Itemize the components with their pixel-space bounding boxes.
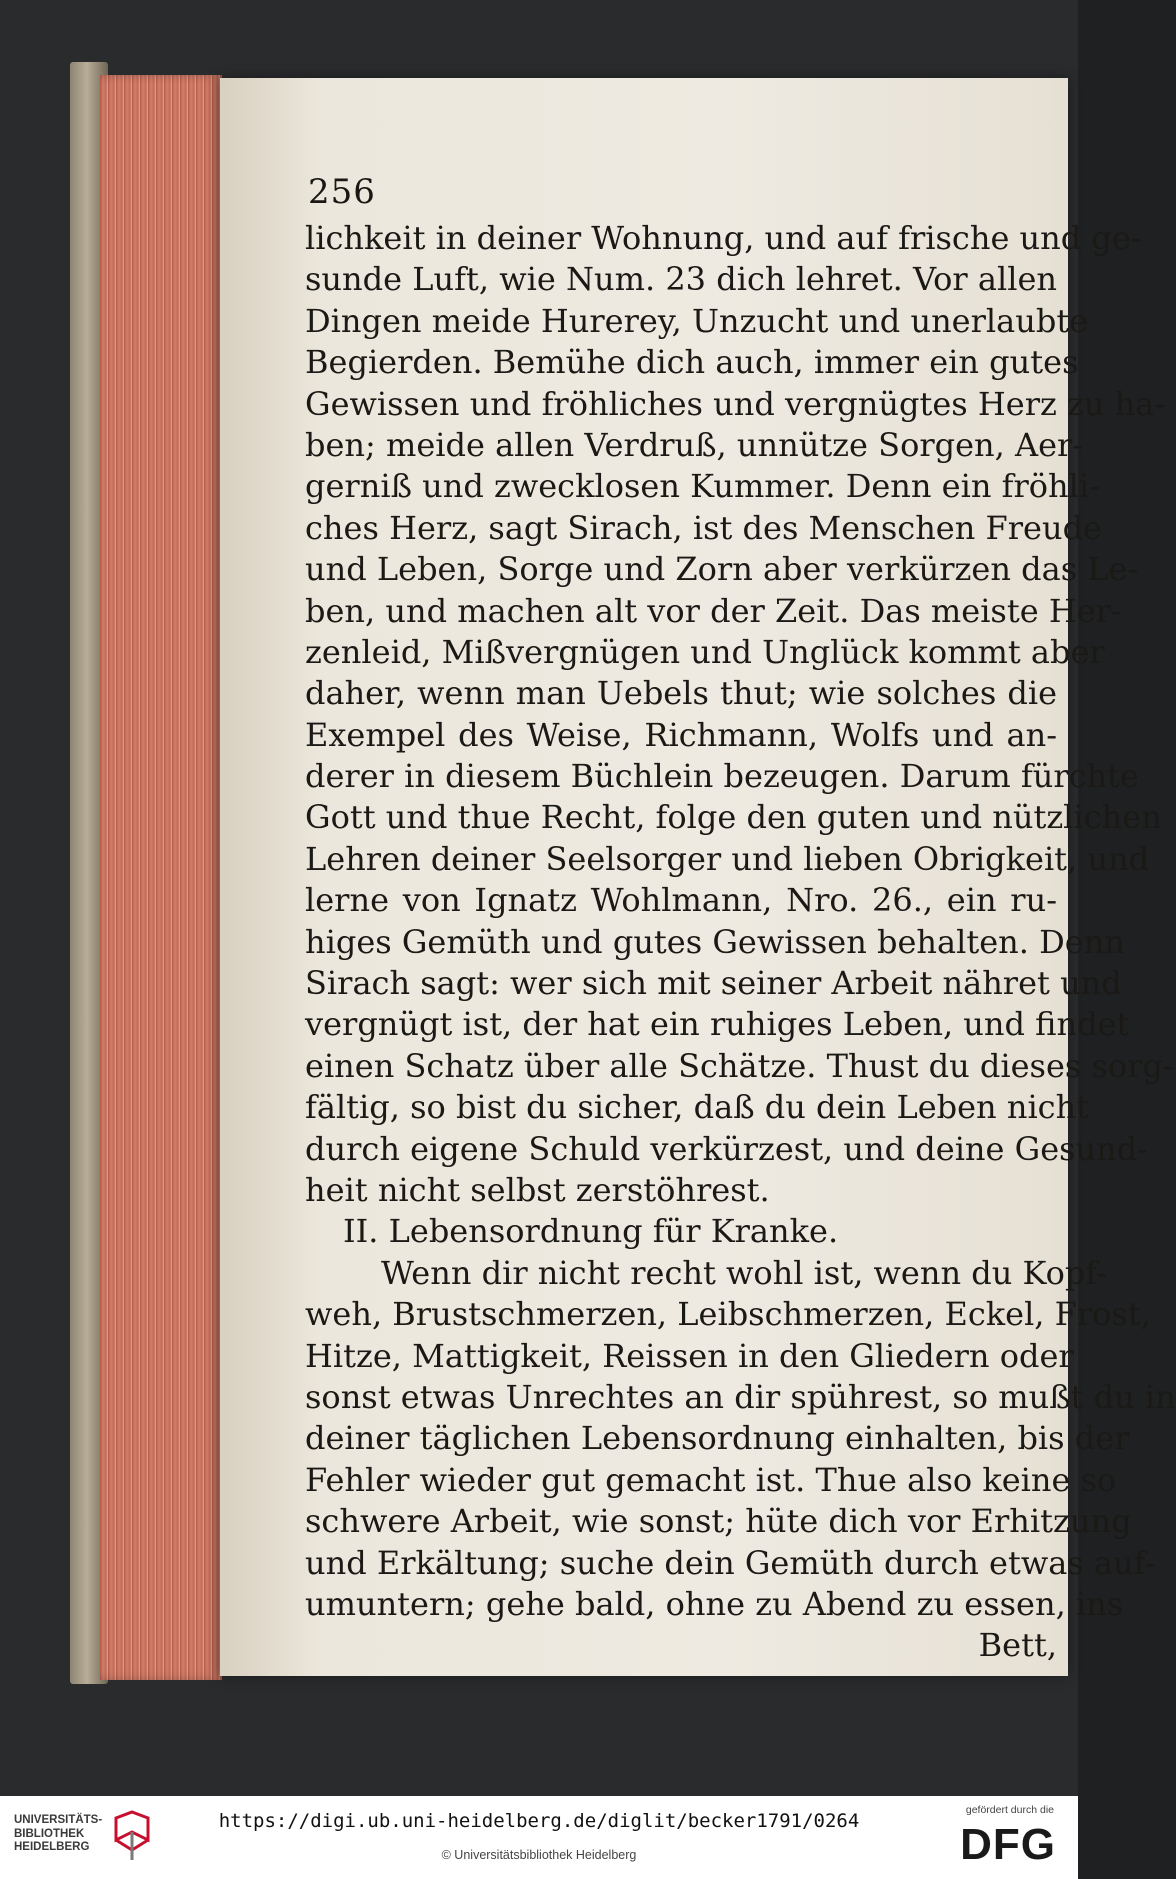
text-line: sonst etwas Unrechtes an dir spührest, so mußt du in <box>305 1377 1176 1416</box>
text-line: durch eigene Schuld verkürzest, und deine Gesund- <box>305 1129 1149 1168</box>
library-name-line: UNIVERSITÄTS- <box>14 1814 103 1826</box>
text-line: ches Herz, sagt Sirach, ist des Menschen Freude <box>305 508 1102 547</box>
text-line: Lehren deiner Seelsorger und lieben Obrigkeit, und <box>305 839 1150 878</box>
library-name-line: BIBLIOTHEK <box>14 1827 85 1840</box>
text-line: lichkeit in deiner Wohnung, und auf frische und ge- <box>305 219 1142 257</box>
funder-caption: gefördert durch die <box>965 1804 1054 1816</box>
text-line: lerne von Ignatz Wohlmann, Nro. 26., ein ru- <box>305 881 1057 920</box>
text-line: heit nicht selbst zerstöhrest. <box>305 1170 770 1209</box>
text-line: fältig, so bist du sicher, daß du dein Leben nicht <box>305 1088 1090 1127</box>
text-line: Fehler wieder gut gemacht ist. Thue also keine so <box>305 1460 1117 1499</box>
text-line: Gott und thue Recht, folge den guten und nützlichen <box>305 798 1162 837</box>
text-line: Wenn dir nicht recht wohl ist, wenn du Kopf- <box>381 1253 1107 1292</box>
text-line: weh, Brustschmerzen, Leibschmerzen, Eckel, Frost, <box>305 1295 1151 1334</box>
text-line: higes Gemüth und gutes Gewissen behalten. Denn <box>305 922 1125 961</box>
text-line: gerniß und zwecklosen Kummer. Denn ein fröhli- <box>305 467 1100 506</box>
text-line: Dingen meide Hurerey, Unzucht und unerlaubte <box>305 301 1089 340</box>
catchword: Bett, <box>978 1626 1057 1665</box>
text-line: Begierden. Bemühe dich auch, immer ein gutes <box>305 343 1079 382</box>
text-line: Gewissen und fröhliches und vergnügtes Herz zu ha- <box>305 384 1166 423</box>
text-line: derer in diesem Büchlein bezeugen. Darum fürchte <box>305 757 1139 796</box>
library-name-line: HEIDELBERG <box>14 1841 90 1853</box>
text-line: und Leben, Sorge und Zorn aber verkürzen das Le- <box>305 550 1139 589</box>
text-line: sunde Luft, wie Num. 23 dich lehret. Vor allen <box>305 260 1057 299</box>
copyright-notice: © Universitätsbibliothek Heidelberg <box>441 1848 637 1862</box>
text-line: umuntern; gehe bald, ohne zu Abend zu essen, ins <box>305 1584 1124 1623</box>
permalink-url[interactable]: https://digi.ub.uni-heidelberg.de/diglit/becker1791/0264 <box>218 1810 860 1832</box>
page-text <box>305 218 1176 1667</box>
text-line: schwere Arbeit, wie sonst; hüte dich vor Erhitzung <box>305 1502 1132 1541</box>
page-number: 256 <box>308 172 376 212</box>
text-line: Hitze, Mattigkeit, Reissen in den Gliedern oder <box>305 1336 1074 1375</box>
text-line: daher, wenn man Uebels thut; wie solches die <box>305 674 1057 713</box>
section-heading: II. Lebensordnung für Kranke. <box>343 1212 839 1251</box>
text-line: einen Schatz über alle Schätze. Thust du dieses sorg- <box>305 1046 1174 1085</box>
text-line: deiner täglichen Lebensordnung einhalten, bis der <box>305 1419 1130 1458</box>
dfg-logo[interactable]: DFG <box>960 1820 1056 1869</box>
text-line: Exempel des Weise, Richmann, Wolfs und an- <box>305 715 1057 754</box>
text-line: ben; meide allen Verdruß, unnütze Sorgen, Aer- <box>305 425 1084 464</box>
text-line: ben, und machen alt vor der Zeit. Das meiste Her- <box>305 591 1122 630</box>
text-line: Sirach sagt: wer sich mit seiner Arbeit nähret und <box>305 964 1122 1003</box>
text-line: zenleid, Mißvergnügen und Unglück kommt aber <box>305 632 1105 671</box>
text-line: und Erkältung; suche dein Gemüth durch etwas auf- <box>305 1543 1156 1582</box>
text-line: vergnügt ist, der hat ein ruhiges Leben, und findet <box>305 1005 1130 1044</box>
red-page-edges <box>100 75 222 1680</box>
viewer-footer <box>0 1796 1078 1879</box>
